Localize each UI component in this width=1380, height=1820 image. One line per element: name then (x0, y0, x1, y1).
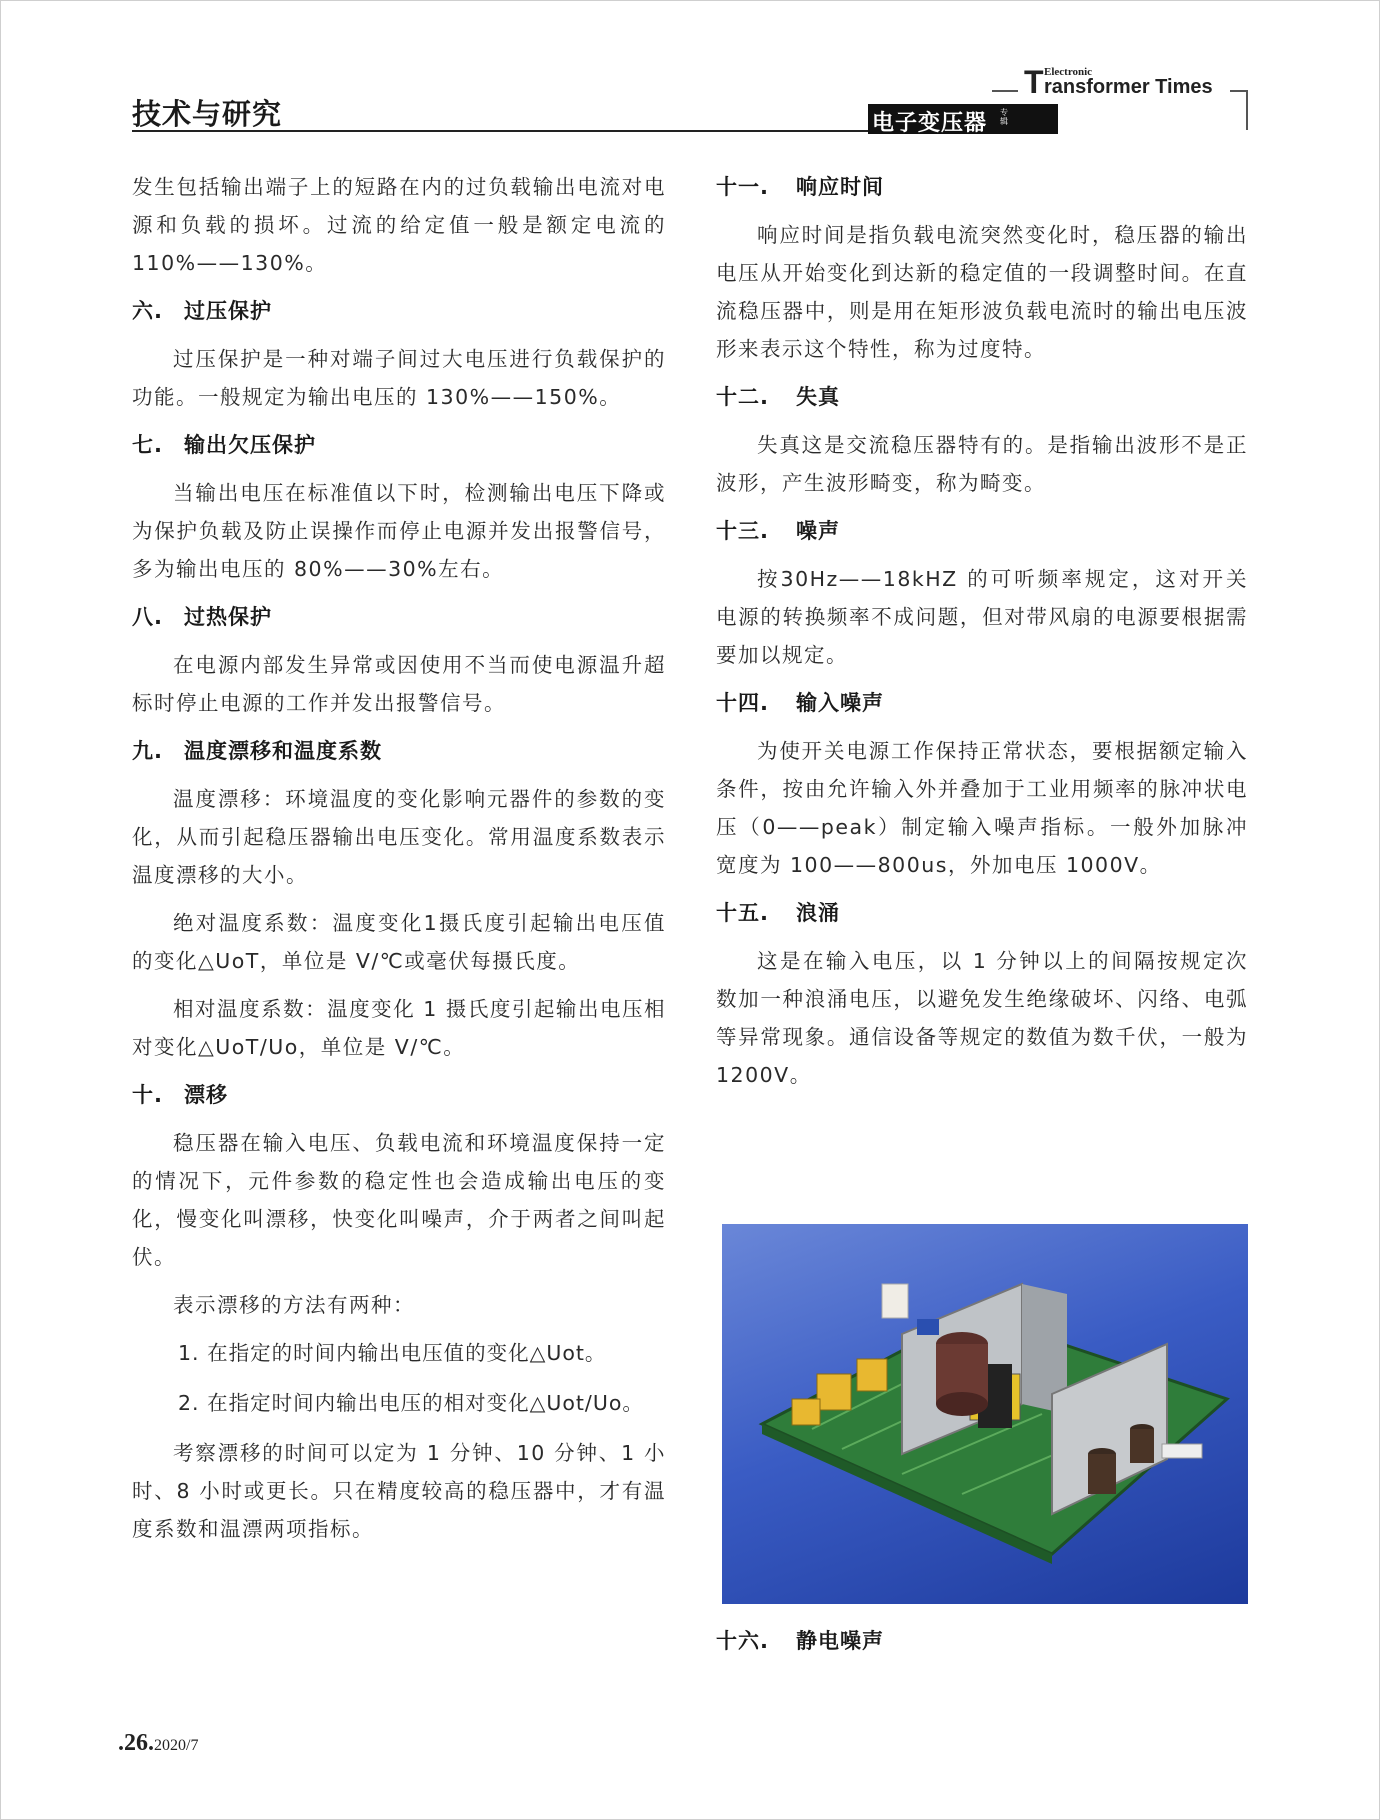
masthead-title: ransformer Times (1044, 76, 1213, 98)
paragraph: 为使开关电源工作保持正常状态，要根据额定输入条件，按由允许输入外并叠加于工业用频率的脉冲状电压（0——peak）制定输入噪声指标。一般外加脉冲宽度为 100——800us，外加电压 1000V。 (716, 739, 1248, 877)
banner-step (1010, 120, 1030, 134)
paragraph: 考察漂移的时间可以定为 1 分钟、10 分钟、1 小时、8 小时或更长。只在精度较高的稳压器中，才有温度系数和温漂两项指标。 (132, 1441, 666, 1541)
section-heading: 十一. 响应时间 (716, 175, 884, 199)
paragraph: 在电源内部发生异常或因使用不当而使电源温升超标时停止电源的工作并发出报警信号。 (132, 653, 666, 715)
paragraph: 温度漂移：环境温度的变化影响元器件的参数的变化，从而引起稳压器输出电压变化。常用温度系数表示温度漂移的大小。 (132, 787, 666, 887)
paragraph: 这是在输入电压，以 1 分钟以上的间隔按规定次数加一种浪涌电压，以避免发生绝缘破坏、闪络、电弧等异常现象。通信设备等规定的数值为数千伏，一般为1200V。 (716, 949, 1248, 1087)
section-heading: 十三. 噪声 (716, 519, 840, 543)
right-column (716, 168, 1248, 1104)
masthead-rule (992, 90, 1018, 92)
list-item: 1. 在指定的时间内输出电压值的变化△Uot。 (178, 1341, 607, 1365)
board-illustration (722, 1224, 1248, 1604)
paragraph: 过压保护是一种对端子间过大电压进行负载保护的功能。一般规定为输出电压的 130%——150%。 (132, 347, 666, 409)
brand-sub: 专辑 (1000, 108, 1008, 126)
paragraph: 绝对温度系数：温度变化1摄氏度引起输出电压值的变化△UoT，单位是 V/℃或毫伏每摄氏度。 (132, 911, 666, 973)
masthead-electronic: Electronic (1044, 66, 1093, 78)
brand-name: 电子变压器 (872, 111, 988, 136)
section-heading: 十四. 输入噪声 (716, 691, 884, 715)
section-heading: 十. 漂移 (132, 1083, 228, 1107)
section-title: 技术与研究 (132, 97, 283, 131)
page-number: .26. (118, 1730, 154, 1756)
paragraph: 表示漂移的方法有两种： (173, 1293, 415, 1317)
banner-step (1030, 112, 1058, 122)
header-rule (132, 130, 868, 132)
masthead-rule (1246, 90, 1248, 130)
paragraph: 响应时间是指负载电流突然变化时，稳压器的输出电压从开始变化到达新的稳定值的一段调整时间。在直流稳压器中，则是用在矩形波负载电流时的输出电压波形来表示这个特性，称为过度特。 (716, 223, 1248, 361)
section-heading: 十五. 浪涌 (716, 901, 840, 925)
paragraph: 当输出电压在标准值以下时，检测输出电压下降或为保护负载及防止误操作而停止电源并发出报警信号，多为输出电压的 80%——30%左右。 (132, 481, 666, 581)
paragraph: 失真这是交流稳压器特有的。是指输出波形不是正 波形，产生波形畸变，称为畸变。 (716, 433, 1248, 495)
paragraph: 相对温度系数：温度变化 1 摄氏度引起输出电压相对变化△UoT/Uo，单位是 V/℃。 (132, 997, 666, 1059)
masthead-rule (1230, 90, 1246, 92)
power-supply-board-photo (722, 1224, 1248, 1604)
section-heading: 十二. 失真 (716, 385, 840, 409)
list-item: 2. 在指定时间内输出电压的相对变化△Uot/Uo。 (178, 1391, 644, 1415)
section-heading: 八. 过热保护 (132, 605, 272, 629)
section-heading: 九. 温度漂移和温度系数 (132, 739, 382, 763)
section-heading: 七. 输出欠压保护 (132, 433, 316, 457)
paragraph: 按30Hz——18kHZ 的可听频率规定，这对开关电源的转换频率不成问题，但对带风扇的电源要根据需要加以规定。 (716, 567, 1248, 667)
issue-date: 2020/7 (154, 1737, 199, 1754)
left-column (132, 168, 666, 1558)
section-heading: 六. 过压保护 (132, 299, 272, 323)
section-heading: 十六. 静电噪声 (716, 1629, 884, 1653)
page-footer (118, 1730, 198, 1757)
paragraph: 稳压器在输入电压、负载电流和环境温度保持一定的情况下，元件参数的稳定性也会造成输出电压的变化，慢变化叫漂移，快变化叫噪声，介于两者之间叫起伏。 (132, 1131, 666, 1269)
masthead-initial: T (1024, 64, 1044, 100)
paragraph: 发生包括输出端子上的短路在内的过负载输出电流对电源和负载的损坏。过流的给定值一般是额定电流的 110%——130%。 (132, 175, 666, 275)
